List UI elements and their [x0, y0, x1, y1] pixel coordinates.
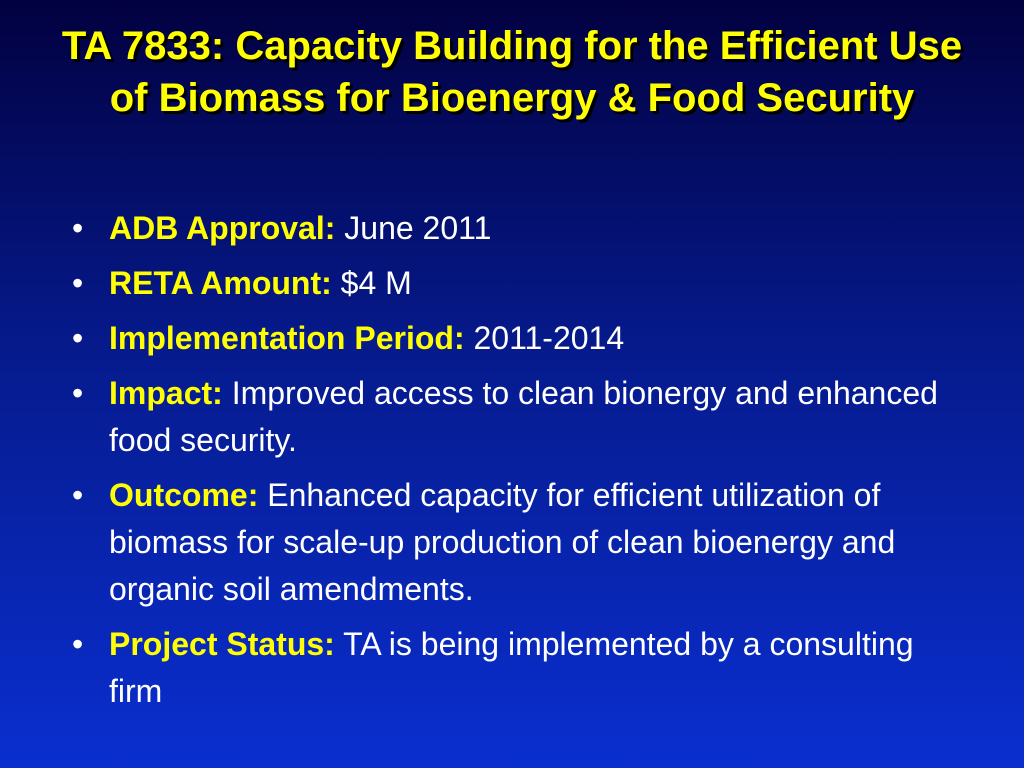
bullet-project-status: [72, 621, 972, 715]
bullet-dot-icon: •: [72, 375, 84, 411]
slide-title: TA 7833: Capacity Building for the Efficient Use of Biomass for Bioenergy & Food Security: [61, 24, 963, 120]
bullet-dot-icon: •: [72, 265, 84, 301]
bullet-label: ADB Approval:: [109, 210, 336, 246]
bullet-value: TA is being implemented by a consulting firm: [109, 626, 914, 709]
bullet-value: 2011-2014: [473, 320, 625, 356]
bullet-dot-icon: •: [72, 320, 84, 356]
bullet-label: Project Status:: [109, 626, 335, 662]
bullet-reta-amount: [72, 260, 972, 307]
bullet-implementation-period: [72, 315, 972, 362]
bullet-outcome: [72, 472, 972, 613]
bullet-value: June 2011: [344, 210, 492, 246]
bullet-value: Improved access to clean bionergy and enhanced food security.: [109, 375, 938, 458]
bullet-adb-approval: [72, 205, 972, 252]
bullet-list: [72, 205, 972, 723]
bullet-value: Enhanced capacity for efficient utilization of biomass for scale-up production of clean bioenergy and organic soil amendments.: [109, 477, 896, 607]
bullet-value: $4 M: [340, 265, 412, 301]
bullet-dot-icon: •: [72, 477, 84, 513]
bullet-label: Outcome:: [109, 477, 259, 513]
bullet-label: Impact:: [109, 375, 223, 411]
bullet-label: RETA Amount:: [109, 265, 332, 301]
bullet-dot-icon: •: [72, 626, 84, 662]
bullet-label: Implementation Period:: [109, 320, 465, 356]
bullet-dot-icon: •: [72, 210, 84, 246]
bullet-impact: [72, 370, 972, 464]
